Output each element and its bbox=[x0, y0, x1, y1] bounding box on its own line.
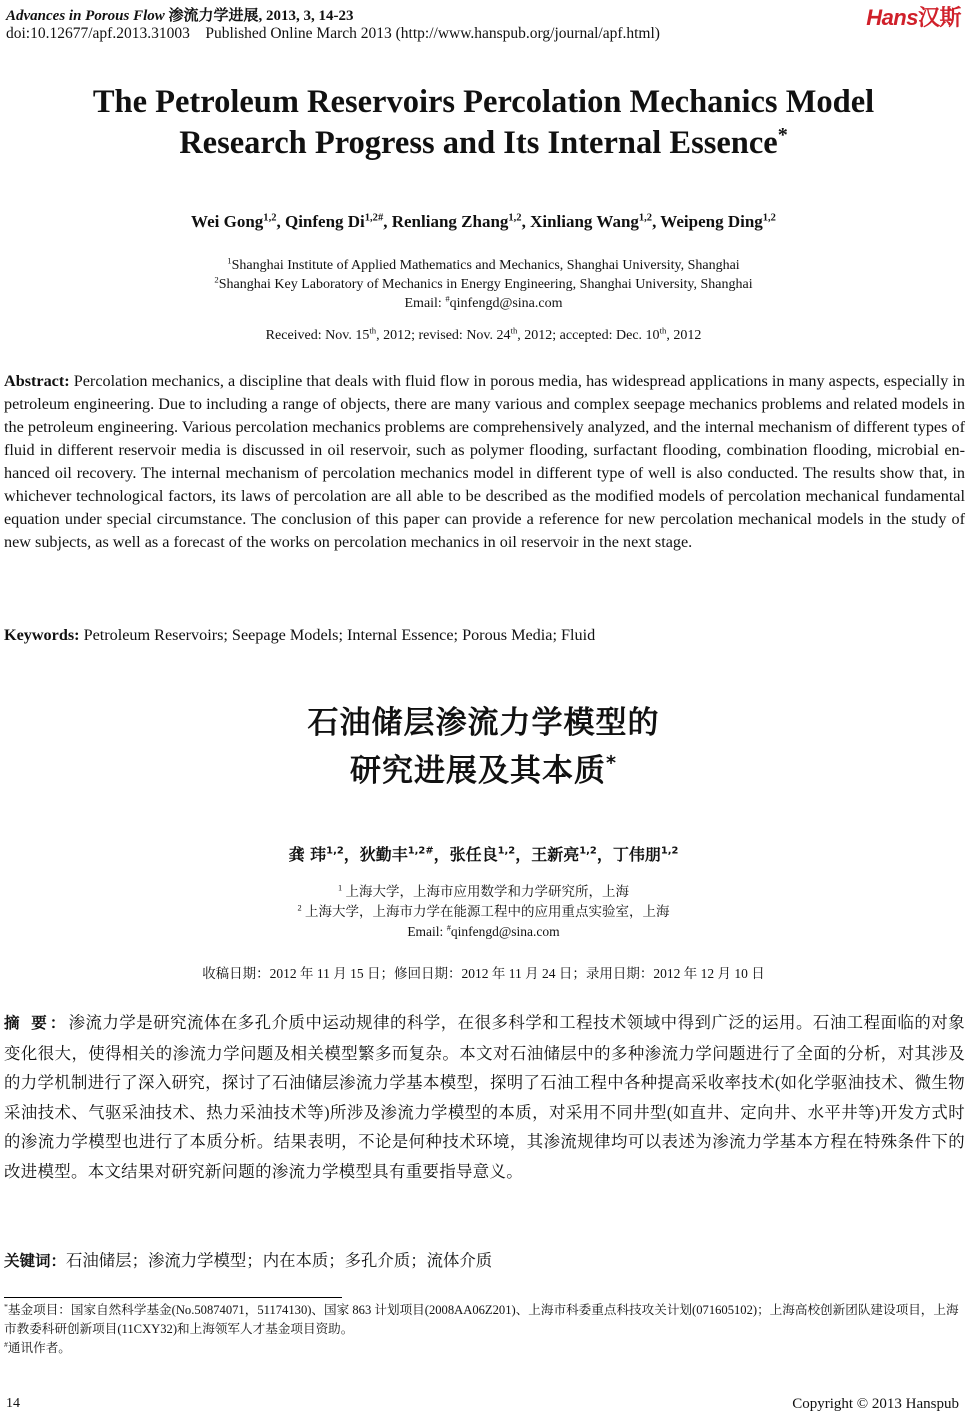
abstract-body: 渗流力学是研究流体在多孔介质中运动规律的科学，在很多科学和工程技术领域中得到广泛的运用。石油工程面临的对象变化很大，使得相关的渗流力学问题及相关模型繁多而复杂。本文对石油储层中的多种渗流力学问题进行了全面的分析，对其涉及的力学机制进行了深入研究，探讨了石油储层渗流力学基本模型，探明了石油工程中各种提高采收率技术(如化学驱油技术、微生物采油技术、气驱采油技术、热力采油技术等)所涉及渗流力学模型的本质，对采用不同井型(如直井、定向井、水平井等)开发方式时的渗流力学模型也进行了本质分析。结果表明，不论是何种技术环境，其渗流规律均可以表述为渗流力学基本方程在特殊条件下的改进模型。本文结果对研究新问题的渗流力学模型具有重要指导意义。 bbox=[4, 1013, 965, 1181]
email-address[interactable]: qinfengd@sina.com bbox=[450, 924, 560, 939]
chinese-abstract bbox=[4, 1008, 965, 1187]
page-number: 14 bbox=[6, 1396, 20, 1411]
author-name: Renliang Zhang bbox=[391, 212, 509, 231]
affiliation-num: 1 bbox=[337, 883, 343, 893]
title-footnote-mark: * bbox=[605, 751, 618, 775]
chinese-authors bbox=[0, 842, 967, 865]
journal-citation: 渗流力学进展, 2013, 3, 14-23 bbox=[164, 8, 354, 24]
author-sup: 1,2 bbox=[497, 845, 516, 857]
chinese-title-line1: 石油储层渗流力学模型的 bbox=[307, 705, 660, 741]
journal-name: Advances in Porous Flow bbox=[6, 8, 165, 24]
author-sep: , bbox=[383, 212, 392, 231]
english-affiliations bbox=[0, 256, 967, 313]
english-keywords bbox=[4, 624, 965, 647]
revised-text: , 2012; revised: Nov. 24 bbox=[376, 328, 511, 343]
keywords-body: 石油储层；渗流力学模型；内在本质；多孔介质；流体介质 bbox=[66, 1251, 493, 1270]
author-sup: 1,2 bbox=[508, 212, 522, 224]
english-authors bbox=[0, 212, 967, 232]
author-sup: 1,2# bbox=[407, 845, 434, 857]
author-sep: ， bbox=[515, 845, 532, 864]
title-footnote-mark: * bbox=[777, 124, 788, 147]
corresponding-author-note: 通讯作者。 bbox=[7, 1341, 71, 1355]
keywords-label: 关键词： bbox=[4, 1252, 67, 1270]
email-address[interactable]: qinfengd@sina.com bbox=[449, 296, 563, 311]
publisher-logo bbox=[866, 1, 961, 32]
chinese-received-dates: 收稿日期：2012 年 11 月 15 日；修回日期：2012 年 11 月 24 日；录用日期：2012 年 12 月 10 日 bbox=[202, 966, 765, 981]
footnote-mark: * bbox=[4, 1301, 8, 1311]
year-text: , 2012 bbox=[666, 328, 702, 343]
affiliation-num: 1 bbox=[227, 255, 232, 266]
author-sep: , bbox=[276, 212, 285, 231]
footnote-divider bbox=[4, 1297, 342, 1298]
funding-note: 基金项目：国家自然科学基金(No.50874071，51174130)、国家 863 计划项目(2008AA06Z201)、上海市科委重点科技攻关计划(071605102)；上海高校创新团队建设项目，上海市教委科研创新项目(11CXY32)和上海领军人才基金项目资助。 bbox=[4, 1303, 959, 1336]
author-sep: , bbox=[521, 212, 531, 231]
affiliation-num: 2 bbox=[214, 274, 219, 285]
affiliation-num: 2 bbox=[297, 903, 302, 913]
logo-latin: Hans bbox=[866, 5, 918, 30]
english-abstract bbox=[4, 370, 965, 554]
author-sup: 1,2 bbox=[762, 212, 776, 224]
chinese-title bbox=[0, 699, 967, 795]
received-text: Received: Nov. 15 bbox=[265, 328, 370, 343]
keywords-label: Keywords: bbox=[4, 626, 80, 644]
author-name: 王新亮 bbox=[531, 845, 580, 864]
chinese-title-line2: 研究进展及其本质 bbox=[349, 753, 606, 789]
affiliation-1: 上海大学，上海市应用数学和力学研究所，上海 bbox=[345, 884, 630, 899]
author-sup: 1,2 bbox=[263, 212, 277, 224]
email-label: Email: bbox=[404, 296, 446, 311]
author-name: 丁伟朋 bbox=[612, 845, 661, 864]
author-name: Xinliang Wang bbox=[530, 212, 639, 231]
author-sup: 1,2 bbox=[326, 845, 344, 857]
author-name: Qinfeng Di bbox=[284, 212, 365, 231]
doi-line: doi:10.12677/apf.2013.31003 Published Online March 2013 (http://www.hanspub.org/journal/apf.html) bbox=[6, 25, 660, 42]
chinese-affiliations bbox=[0, 882, 967, 942]
journal-header bbox=[6, 4, 354, 25]
abstract-label: Abstract: bbox=[4, 372, 70, 390]
english-title bbox=[0, 82, 967, 164]
author-sup: 1,2 bbox=[579, 845, 597, 857]
author-name: 张任良 bbox=[449, 845, 498, 864]
affiliation-1: Shanghai Institute of Applied Mathematics and Mechanics, Shanghai University, Shanghai bbox=[231, 258, 740, 273]
email-mark: # bbox=[446, 923, 451, 933]
author-sup: 1,2# bbox=[364, 212, 384, 224]
ordinal-sup: th bbox=[659, 325, 667, 336]
accepted-text: , 2012; accepted: Dec. 10 bbox=[517, 328, 660, 343]
author-name: Wei Gong bbox=[191, 212, 264, 231]
footnote-mark: # bbox=[4, 1339, 8, 1349]
chinese-keywords bbox=[4, 1246, 965, 1276]
author-sup: 1,2 bbox=[638, 212, 653, 224]
ordinal-sup: th bbox=[369, 325, 377, 336]
affiliation-2: 上海大学，上海市力学在能源工程中的应用重点实验室，上海 bbox=[305, 904, 670, 919]
author-sep: , bbox=[652, 212, 661, 231]
abstract-body: Percolation mechanics, a discipline that deals with fluid flow in porous media, has widespread applications in many aspects, especially in petroleum engineering. Due to including a range of objects, there are many various and complex seepage mechanics problems and related models in the petroleum engineering. Various percolation mechanics problems are comprehensively analyzed, and the internal mechanism of different types of fluid in different reservoir media is discussed in oil reservoir, such as polymer flooding, surfactant flooding, combination flooding, microbial en-hanced oil recovery. The internal mechanism of percolation mechanics model in different type of well is also conducted. The results show that, in whichever technological factors, its laws of percolation are all able to be described as the modified models of percolation mechanical fundamental equation under special circumstance. The conclusion of this paper can provide a reference for new percolation mechanical models in the study of new subjects, as well as a forecast of the works on percolation mechanics in oil reservoir in the next stage. bbox=[4, 372, 965, 551]
author-sep: ， bbox=[596, 845, 613, 864]
english-title-line2: Research Progress and Its Internal Essence bbox=[179, 125, 778, 161]
email-mark: # bbox=[445, 293, 450, 304]
copyright-notice: Copyright © 2013 Hanspub bbox=[792, 1396, 959, 1412]
logo-cn: 汉斯 bbox=[917, 5, 961, 30]
abstract-label: 摘 要： bbox=[4, 1014, 69, 1032]
english-received-dates bbox=[0, 325, 967, 344]
ordinal-sup: th bbox=[510, 325, 518, 336]
english-title-line1: The Petroleum Reservoirs Percolation Mechanics Model bbox=[92, 84, 875, 120]
email-label: Email: bbox=[407, 924, 447, 939]
affiliation-2: Shanghai Key Laboratory of Mechanics in Energy Engineering, Shanghai University, Shanghai bbox=[218, 277, 753, 292]
keywords-body: Petroleum Reservoirs; Seepage Models; Internal Essence; Porous Media; Fluid bbox=[79, 626, 596, 644]
author-sep: ， bbox=[343, 845, 360, 864]
author-sep: ， bbox=[433, 845, 450, 864]
author-name: 龚 玮 bbox=[288, 845, 327, 864]
author-name: 狄勤丰 bbox=[359, 845, 408, 864]
author-name: Weipeng Ding bbox=[660, 212, 763, 231]
author-sup: 1,2 bbox=[660, 845, 679, 857]
footnotes bbox=[4, 1301, 965, 1358]
